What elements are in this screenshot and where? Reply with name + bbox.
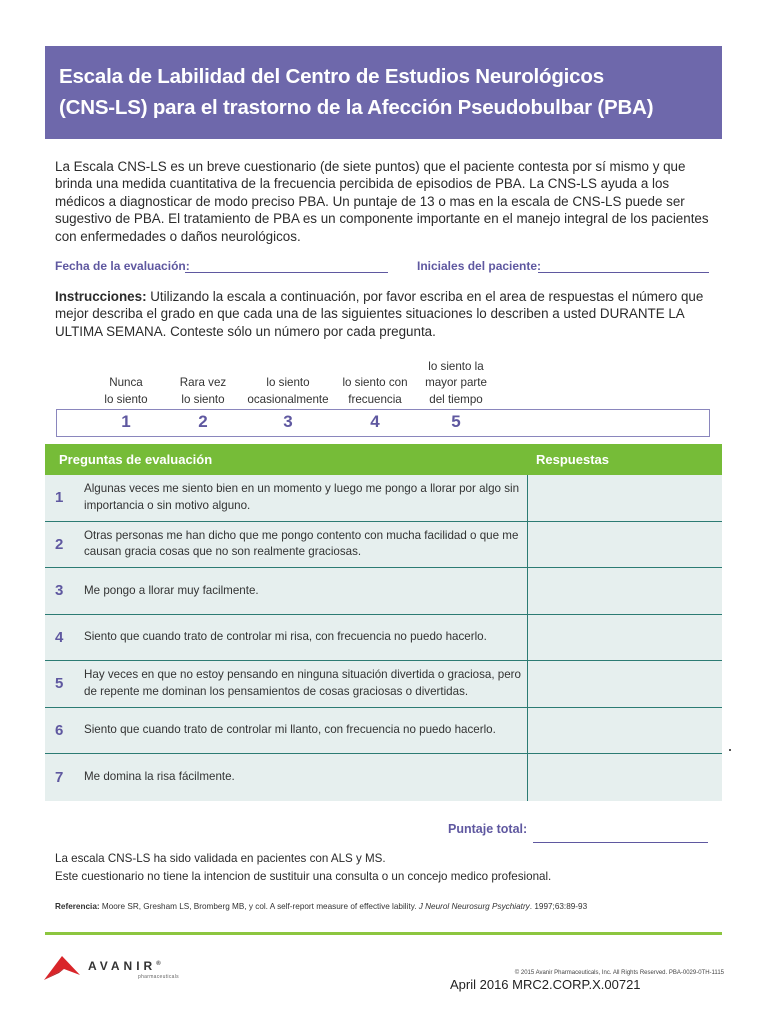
question-text: Siento que cuando trato de controlar mi llanto, con frecuencia no puedo hacerlo. [84,723,496,736]
logo-subtitle: pharmaceuticals [138,974,179,980]
scale-label-5: lo siento la mayor parte del tiempo [425,359,487,406]
scale-number-4: 4 [370,412,380,431]
questions-column-header: Preguntas de evaluación [59,452,213,467]
scale-numbers [56,409,710,437]
question-text: Otras personas me han dicho que me pongo contento con mucha facilidad o que me causan gracia cosas que no son realmente graciosas. [84,528,519,559]
table-row [45,708,722,755]
table-row [45,754,722,801]
answer-cell[interactable] [527,522,722,568]
reference-label: Referencia: [55,902,100,911]
stray-mark [729,749,731,751]
patient-initials-label: Iniciales del paciente: [417,259,542,273]
evaluation-date-field[interactable] [185,272,388,273]
question-text: Hay veces en que no estoy pensando en ninguna situación divertida o graciosa, pero de repente me dominan los pensamientos de cosas graciosas o divertidas. [84,668,521,698]
question-text: Siento que cuando trato de controlar mi risa, con frecuencia no puedo hacerlo. [84,630,487,643]
evaluation-date-label: Fecha de la evaluación: [55,259,190,273]
scale-legend [56,352,556,408]
title-banner [45,46,722,139]
scale-number-5: 5 [451,412,461,431]
question-text: Me domina la risa fácilmente. [84,770,235,783]
table-row [45,615,722,662]
validation-line-1: La escala CNS-LS ha sido validada en pacientes con ALS y MS. [55,852,386,865]
logo-wordmark: AVANIR® [88,959,161,973]
question-number: 1 [55,489,64,507]
logo-mark-icon [44,955,80,981]
table-row [45,661,722,708]
answer-cell[interactable] [527,615,722,661]
answer-cell[interactable] [527,475,722,521]
title-line-2: (CNS-LS) para el trastorno de la Afección Pseudobulbar (PBA) [59,96,654,119]
total-score-field[interactable] [533,842,708,843]
reference-journal: J Neurol Neurosurg Psychiatry [418,902,530,911]
table-header [45,444,722,475]
table-row [45,475,722,522]
total-score-label: Puntaje total: [448,822,528,836]
table-row [45,568,722,615]
answers-column-header: Respuestas [536,452,609,467]
instructions-text: Utilizando la escala a continuación, por favor escriba en el area de respuestas el número que mejor describa el grado en que cada una de las siguientes situaciones lo describen a usted DURANTE LA ULTIMA SEMANA. Conteste sólo un número por cada pregunta. [55,289,704,339]
answer-cell[interactable] [527,708,722,754]
question-number: 4 [55,628,64,646]
question-text: Algunas veces me siento bien en un momento y luego me pongo a llorar por algo sin importancia o sin motivo alguno. [84,482,520,512]
avanir-logo [44,955,204,985]
patient-fields [55,259,715,277]
answer-cell[interactable] [527,754,722,801]
answer-cell[interactable] [527,661,722,707]
instructions [55,288,715,340]
footer-divider [45,932,722,935]
question-number: 5 [55,675,64,693]
validation-note [55,850,715,886]
evaluation-table [45,444,722,801]
scale-label-1: Nunca lo siento [104,376,148,406]
question-text: Me pongo a llorar muy facilmente. [84,583,259,597]
answer-cell[interactable] [527,568,722,614]
reference-tail: . 1997;63:89-93 [529,902,588,911]
scale-label-3: lo siento ocasionalmente [247,376,329,406]
scale-number-2: 2 [198,412,208,431]
document-code: April 2016 MRC2.CORP.X.00721 [450,977,641,992]
table-row [45,522,722,569]
reference-text: Moore SR, Gresham LS, Bromberg MB, y col. A self-report measure of effective lability. [99,902,419,911]
question-number: 7 [55,768,64,786]
question-number: 2 [55,535,64,553]
question-number: 6 [55,721,64,739]
intro-paragraph: La Escala CNS-LS es un breve cuestionario (de siete puntos) que el paciente contesta por sí mismo y que brinda una medida cuantitativa de la frecuencia percibida de episodios de PBA. La CNS-LS ayuda a los médicos a diagnosticar de modo preciso PBA. Un puntaje de 13 o mas en la escala de CNS-LS puede ser sugestivo de PBA. El tratamiento de PBA es un componente importante en el manejo integral de los pacientes con enfermedades o daños neurológicos. [55,159,709,244]
question-number: 3 [55,582,64,600]
scale-label-2: Rara vez lo siento [179,376,227,406]
scale-label-4: lo siento con frecuencia [342,376,408,406]
copyright-notice: © 2015 Avanir Pharmaceuticals, Inc. All Rights Reserved. PBA-0029-0TH-1115 [514,970,724,976]
patient-initials-field[interactable] [538,272,709,273]
validation-line-2: Este cuestionario no tiene la intencion de sustituir una consulta o un concejo medico profesional. [55,870,552,883]
page-title [59,61,708,123]
scale-number-1: 1 [121,412,131,431]
instructions-label: Instrucciones: [55,289,147,304]
scale-number-3: 3 [283,412,293,431]
title-line-1: Escala de Labilidad del Centro de Estudios Neurológicos [59,65,604,88]
reference [55,902,715,911]
